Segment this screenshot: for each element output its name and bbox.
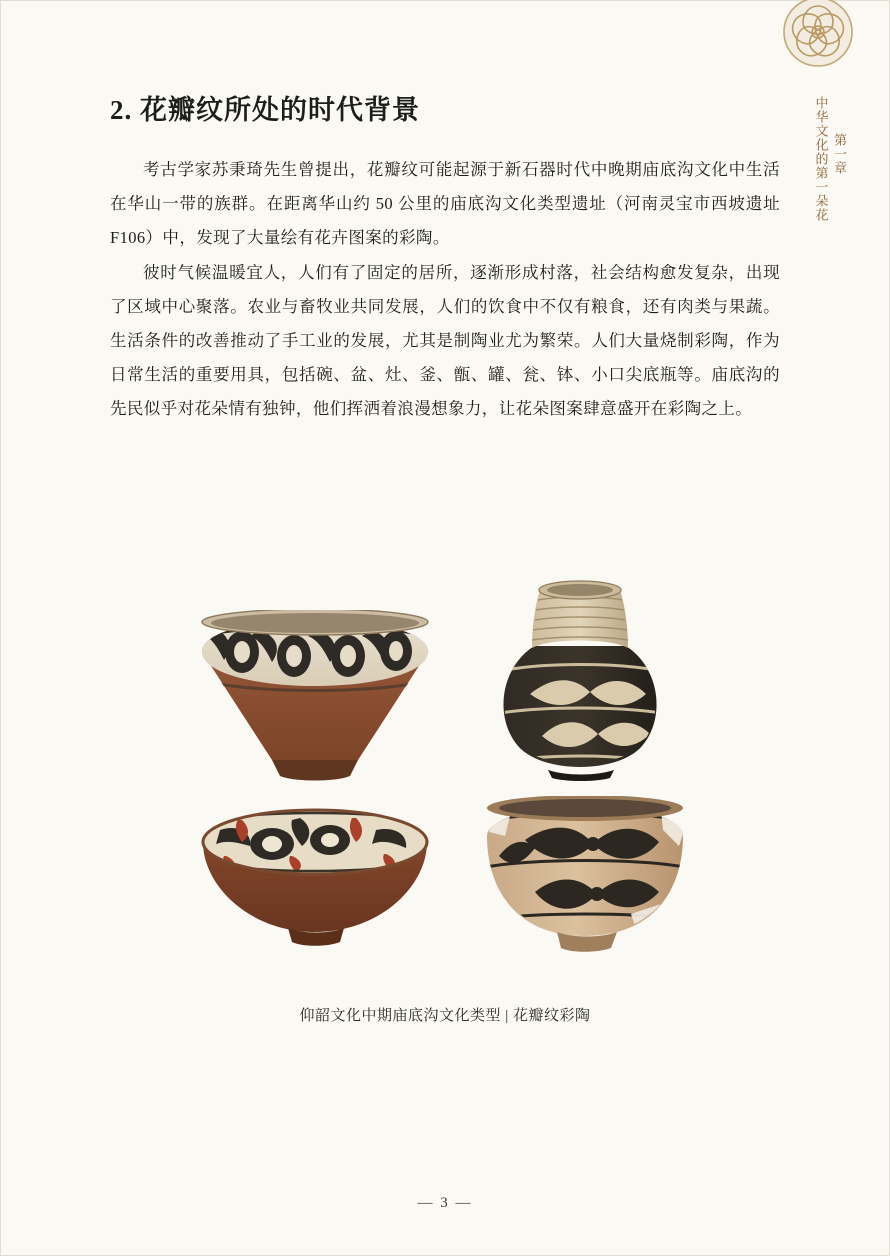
painted-pottery-jar <box>470 576 690 811</box>
painted-pottery-basin <box>190 610 440 805</box>
painted-pottery-bowl <box>180 800 450 975</box>
figure <box>110 560 780 1025</box>
figure-images <box>110 560 780 990</box>
paragraph-1: 考古学家苏秉琦先生曾提出，花瓣纹可能起源于新石器时代中晚期庙底沟文化中生活在华山一带的族群。在距离华山约 50 公里的庙底沟文化类型遗址（河南灵宝市西坡遗址 F106）中，发现了大量绘有花卉图案的彩陶。 <box>110 160 780 247</box>
page-content <box>110 88 780 428</box>
page-number: — 3 — <box>417 1195 473 1211</box>
running-head-chapter: 第一章 <box>832 133 847 175</box>
running-head <box>813 96 848 222</box>
flower-emblem-icon <box>772 0 864 78</box>
figure-caption: 仰韶文化中期庙底沟文化类型 | 花瓣纹彩陶 <box>299 1008 591 1024</box>
page-title: 2. 花瓣纹所处的时代背景 <box>110 95 420 125</box>
painted-pottery-pot <box>465 796 705 981</box>
paragraph-2: 彼时气候温暖宜人，人们有了固定的居所，逐渐形成村落，社会结构愈发复杂，出现了区域中心聚落。农业与畜牧业共同发展，人们的饮食中不仅有粮食，还有肉类与果蔬。生活条件的改善推动了手工业的发展，尤其是制陶业尤为繁荣。人们大量烧制彩陶，作为日常生活的重要用具，包括碗、盆、灶、釜、甑、罐、瓮、钵、小口尖底瓶等。庙底沟的先民似乎对花朵情有独钟，他们挥洒着浪漫想象力，让花朵图案肆意盛开在彩陶之上。 <box>110 263 780 418</box>
running-head-title: 中华文化的第一朵花 <box>813 96 829 222</box>
